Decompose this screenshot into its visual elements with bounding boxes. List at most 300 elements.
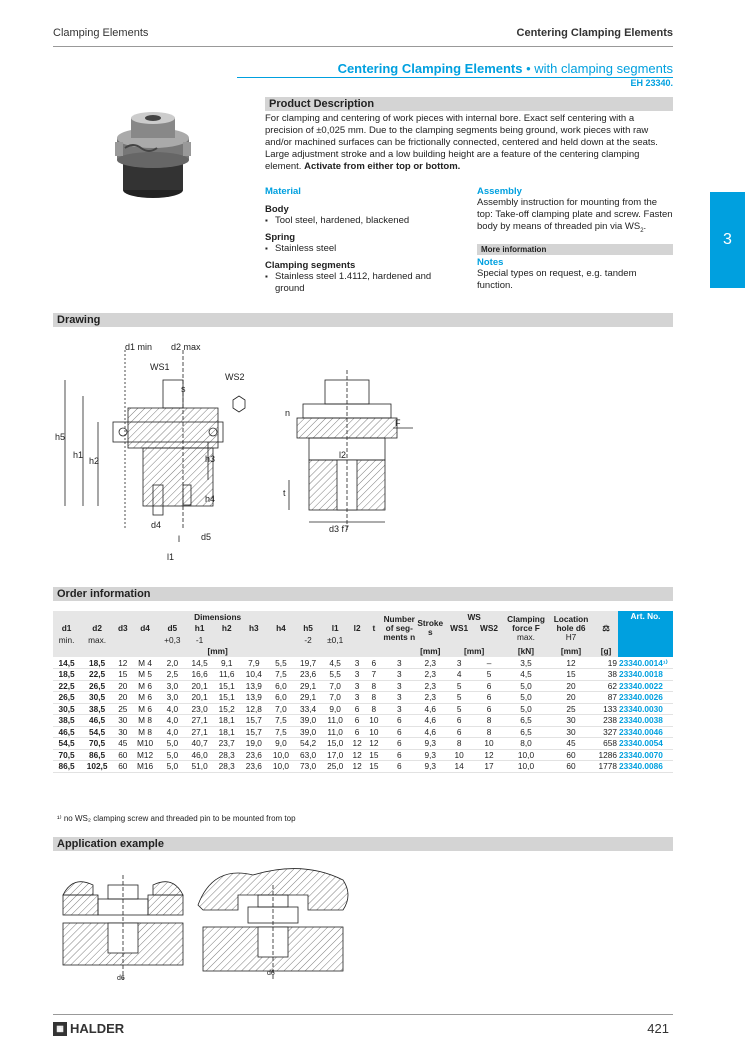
table-cell: 12 [349,761,366,773]
table-cell: 38,5 [53,715,80,727]
table-cell: 8,0 [504,738,548,750]
table-cell: 658 [594,738,618,750]
artno-header: Art. No. [618,611,673,657]
label-d4: d4 [151,520,162,530]
product-description-heading: Product Description [265,97,673,111]
table-cell: 73,0 [295,761,322,773]
table-cell: 8 [474,715,504,727]
table-cell: 3 [349,657,366,669]
table-cell: 40,7 [186,738,213,750]
table-cell: 29,1 [295,680,322,692]
page-title: Centering Clamping Elements • with clamping segments [337,61,673,76]
technical-drawing [53,330,673,580]
note-d2: max. [80,634,114,646]
table-cell: 2,3 [416,657,444,669]
col-ws2: WS2 [474,623,504,635]
label-d1min: d1 min [125,342,153,352]
assembly-text: Assembly instruction for mounting from the top: Take-off clamping plate and screw. Fasten body by means of threaded pin via $WS_2$. [477,197,673,234]
table-cell: 9,0 [267,738,294,750]
table-cell: 23,0 [186,703,213,715]
note-h1: -1 [186,634,213,646]
table-cell: 11,6 [213,669,240,681]
table-cell: 6 [349,703,366,715]
table-cell: 23,7 [213,738,240,750]
table-cell: 27,1 [186,715,213,727]
table-cell: 2,3 [416,692,444,704]
label-l2: l2 [339,450,347,460]
table-cell: 1778 [594,761,618,773]
table-cell: 5 [444,692,474,704]
header-right: Centering Clamping Elements [516,27,673,39]
table-row [53,761,673,773]
table-cell: 4,0 [159,715,186,727]
table-cell: 11,0 [322,726,349,738]
table-cell: M 6 [132,703,159,715]
table-cell: 8 [365,680,382,692]
table-cell: 5 [444,680,474,692]
table-cell: 26,5 [53,692,80,704]
table-cell: 10 [474,738,504,750]
table-cell: 6 [365,657,382,669]
table-cell[interactable]: 23340.0046 [618,726,673,738]
unit-mm-dims: [mm] [53,646,382,658]
body-heading: Body [265,204,289,215]
table-cell: 8 [444,738,474,750]
table-cell: 51,0 [186,761,213,773]
table-cell: 6,0 [267,680,294,692]
table-cell: 2,3 [416,680,444,692]
label-n: n [285,408,291,418]
table-cell: 20,1 [186,692,213,704]
label-h3: h3 [205,454,216,464]
table-cell: 23,6 [240,749,267,761]
table-cell: 7,0 [322,692,349,704]
table-cell: M12 [132,749,159,761]
table-cell: 3 [349,680,366,692]
table-cell: 6,0 [267,692,294,704]
table-cell: 6 [474,692,504,704]
table-cell: 54,2 [295,738,322,750]
table-cell: 5,0 [504,703,548,715]
brand-logo [53,1021,124,1036]
table-cell: 30 [548,726,594,738]
col-l1: l1 [322,623,349,635]
table-cell: 6 [349,715,366,727]
table-cell: 4,6 [416,726,444,738]
col-h2: h2 [213,623,240,635]
table-cell[interactable]: 23340.0014¹⁾ [618,657,673,669]
unit-kn: [kN] [504,646,548,658]
note-d5: +0,3 [159,634,186,646]
table-cell: 7,9 [240,657,267,669]
label-d2max: d2 max [171,342,201,352]
table-cell: M 6 [132,692,159,704]
table-cell: 327 [594,726,618,738]
table-cell: 9,3 [416,761,444,773]
brand-name: HALDER [70,1021,125,1036]
table-cell: 2,3 [416,669,444,681]
table-cell: 9,3 [416,738,444,750]
table-cell: 15 [365,749,382,761]
header-left: Clamping Elements [53,27,149,39]
application-heading: Application example [53,837,673,851]
table-cell: 23,6 [295,669,322,681]
table-cell: 4,5 [504,669,548,681]
table-cell: 15 [114,669,131,681]
label-t: t [283,488,286,498]
chapter-tab[interactable]: 3 [710,192,745,288]
table-cell: 18,5 [53,669,80,681]
table-cell: 54,5 [53,738,80,750]
product-photo [103,110,203,200]
table-cell[interactable]: 23340.0054 [618,738,673,750]
table-cell: 3 [444,657,474,669]
table-cell: 2,5 [159,669,186,681]
table-cell: M16 [132,761,159,773]
footer-divider [53,1014,673,1015]
table-cell: 3 [382,703,416,715]
table-cell: 39,0 [295,726,322,738]
table-cell: 33,4 [295,703,322,715]
product-code: EH 23340. [630,78,673,88]
table-cell[interactable]: 23340.0022 [618,680,673,692]
table-cell: 6 [474,680,504,692]
table-cell: 38 [594,669,618,681]
drawing-heading: Drawing [53,313,673,327]
table-cell: 60 [548,749,594,761]
col-d1: d1 [53,623,80,635]
table-cell: 15,2 [213,703,240,715]
label-h5: h5 [55,432,66,442]
table-cell: 19 [594,657,618,669]
table-row [53,657,673,669]
table-cell: 10 [444,749,474,761]
col-h5: h5 [295,623,322,635]
table-cell: 38,5 [80,703,114,715]
logo-icon: ▦ [53,1022,67,1036]
col-d5: d5 [159,623,186,635]
table-cell: 4,6 [416,703,444,715]
table-cell: 28,3 [213,749,240,761]
col-ws1: WS1 [444,623,474,635]
note-l1: ±0,1 [322,634,349,646]
table-row [53,703,673,715]
table-cell: 5 [474,669,504,681]
table-cell: 46,0 [186,749,213,761]
table-cell: 15,7 [240,715,267,727]
table-cell: M 4 [132,657,159,669]
col-d3: d3 [114,623,131,635]
table-cell: 5,5 [322,669,349,681]
table-cell: 12 [474,749,504,761]
table-cell: 60 [114,749,131,761]
table-cell: M 8 [132,715,159,727]
table-cell: 3 [349,669,366,681]
table-cell: 10,4 [240,669,267,681]
table-cell: 9,0 [322,703,349,715]
label-ws1: WS1 [150,362,170,372]
table-cell: 18,1 [213,726,240,738]
table-cell: 19,7 [295,657,322,669]
header-divider [53,46,673,47]
spring-value: ▪ Stainless steel [265,243,465,255]
table-cell: 15 [365,761,382,773]
weight-icon: ⚖ [594,611,618,646]
material-heading: Material [265,186,301,197]
table-cell: 4,5 [322,657,349,669]
table-cell: 8 [365,692,382,704]
table-cell: 11,0 [322,715,349,727]
table-cell: 17 [474,761,504,773]
table-cell: 87 [594,692,618,704]
table-cell: 4 [444,669,474,681]
table-cell: 8 [474,726,504,738]
segments-value: ▪ Stainless steel 1.4112, hardened and ground [265,271,450,295]
table-cell: 8 [365,703,382,715]
dimensions-header: Dimensions [53,611,382,623]
table-cell: 12 [548,657,594,669]
table-cell: 86,5 [53,761,80,773]
table-cell: 15 [548,669,594,681]
table-cell: 70,5 [53,749,80,761]
table-cell: 70,5 [80,738,114,750]
table-cell: 4,6 [416,715,444,727]
table-cell: 18,1 [213,715,240,727]
table-cell: 13,9 [240,692,267,704]
table-cell: 60 [548,761,594,773]
table-cell: 20 [548,692,594,704]
table-cell: M 5 [132,669,159,681]
table-cell: 7,5 [267,726,294,738]
table-cell: 3 [382,669,416,681]
table-cell: 3,0 [159,680,186,692]
label-l: l [178,534,180,544]
table-cell: 4,0 [159,703,186,715]
label-h2: h2 [89,456,100,466]
order-heading: Order information [53,587,673,601]
title-divider [237,77,673,78]
page-number: 421 [647,1021,669,1036]
table-cell: 3 [382,657,416,669]
table-cell: 9,1 [213,657,240,669]
table-cell: 12 [349,749,366,761]
table-cell: 1286 [594,749,618,761]
table-cell: 6 [382,726,416,738]
label-h1: h1 [73,450,84,460]
table-cell: 7,5 [267,715,294,727]
table-cell: 10,0 [504,761,548,773]
table-cell: 63,0 [295,749,322,761]
table-row [53,680,673,692]
table-cell: 29,1 [295,692,322,704]
col-t: t [365,623,382,635]
table-cell: 5,0 [159,749,186,761]
table-cell: 10,0 [267,761,294,773]
col-l2: l2 [349,623,366,635]
table-cell: 6,5 [504,715,548,727]
unit-g: [g] [594,646,618,658]
table-cell: 20 [548,680,594,692]
table-cell: 6 [444,715,474,727]
col-h3: h3 [240,623,267,635]
table-cell[interactable]: 23340.0030 [618,703,673,715]
spring-heading: Spring [265,232,296,243]
table-cell: M 6 [132,680,159,692]
table-cell: 6 [474,703,504,715]
application-drawing [53,855,393,985]
table-cell: 20,1 [186,680,213,692]
segments-heading: Clamping segments [265,260,356,271]
app-label-d6-b: d6 [267,970,275,977]
table-row [53,669,673,681]
table-cell: 27,1 [186,726,213,738]
table-cell: 14,5 [53,657,80,669]
table-cell: 7,0 [322,680,349,692]
unit-mm-stroke: [mm] [416,646,444,658]
col-d4: d4 [132,623,159,635]
table-cell: 20 [114,680,131,692]
table-cell: 7,0 [267,703,294,715]
label-d5: d5 [201,532,212,542]
table-row [53,749,673,761]
label-h4: h4 [205,494,216,504]
table-cell: 6 [382,738,416,750]
table-cell: 6 [349,726,366,738]
notes-text: Special types on request, e.g. tandem function. [477,267,637,291]
label-ws2: WS2 [225,372,245,382]
table-cell: 10 [365,726,382,738]
table-cell[interactable]: 23340.0026 [618,692,673,704]
col-h1: h1 [186,623,213,635]
table-cell: 3 [382,692,416,704]
order-table [53,611,673,773]
note-d1: min. [53,634,80,646]
table-cell: 46,5 [53,726,80,738]
notes-heading: Notes [477,256,504,268]
table-footnote: ¹⁾ no WS₂ clamping screw and threaded pin to be mounted from top [57,814,296,823]
table-cell: 2,0 [159,657,186,669]
table-cell: 133 [594,703,618,715]
table-cell: 5,0 [504,692,548,704]
table-cell: 25 [114,703,131,715]
table-cell: 6 [444,726,474,738]
table-cell: 20 [114,692,131,704]
table-cell: 30,5 [53,703,80,715]
location-header: Location hole d6 H7 [548,611,594,646]
table-cell[interactable]: 23340.0070 [618,749,673,761]
table-cell: 6 [382,715,416,727]
table-cell: 45 [548,738,594,750]
table-cell: 86,5 [80,749,114,761]
table-cell: 15,7 [240,726,267,738]
table-cell: 12 [349,738,366,750]
label-d3f7: d3 f7 [329,524,350,534]
unit-mm-loc: [mm] [548,646,594,658]
table-cell: 10,0 [504,749,548,761]
table-cell: 3,0 [159,692,186,704]
number-header: Number of seg- ments n [382,611,416,646]
product-description-text: For clamping and centering of work pieces with internal bore. Exact self centering with a precision of ±0,025 mm. Due to the clamping segments being ground, work pieces with raw and/or machined surfaces can be frictionally connected, centered and held down at the seats. Large adjustment stroke and a low building height are a feature of the centering clamping element. Activate from either top or bottom. [265,113,658,172]
ws-header: WS [444,611,504,623]
col-h4: h4 [267,623,294,635]
table-cell: 25 [548,703,594,715]
label-s: s [181,384,186,394]
table-row [53,715,673,727]
table-cell: 54,5 [80,726,114,738]
table-row [53,692,673,704]
assembly-block [477,186,673,292]
table-cell: 60 [114,761,131,773]
unit-mm-ws: [mm] [444,646,504,658]
table-cell[interactable]: 23340.0086 [618,761,673,773]
table-cell: 30,5 [80,692,114,704]
table-cell: 46,5 [80,715,114,727]
table-cell: 14,5 [186,657,213,669]
table-cell: 6 [382,761,416,773]
table-cell: 5,0 [504,680,548,692]
assembly-heading: Assembly [477,186,522,197]
table-cell: 5,0 [159,738,186,750]
material-block [265,186,465,295]
table-cell: 10,0 [267,749,294,761]
table-cell: 12 [365,738,382,750]
body-value: ▪ Tool steel, hardened, blackened [265,215,465,227]
table-cell: 7,5 [267,669,294,681]
table-cell: 6 [382,749,416,761]
table-cell: 15,1 [213,692,240,704]
table-cell: 15,0 [322,738,349,750]
force-header: Clamping force F max. [504,611,548,646]
table-cell[interactable]: 23340.0038 [618,715,673,727]
table-cell: 22,5 [53,680,80,692]
table-cell: 45 [114,738,131,750]
table-cell: 4,0 [159,726,186,738]
table-cell: 17,0 [322,749,349,761]
table-row [53,738,673,750]
table-cell: – [474,657,504,669]
table-cell: 12 [114,657,131,669]
col-d2: d2 [80,623,114,635]
table-cell: 39,0 [295,715,322,727]
table-cell: 238 [594,715,618,727]
table-cell: 3 [382,680,416,692]
table-cell: 28,3 [213,761,240,773]
table-cell: 102,5 [80,761,114,773]
more-info-bar: More information [477,244,673,255]
table-cell: 16,6 [186,669,213,681]
label-l1: l1 [167,552,175,562]
note-h5: -2 [295,634,322,646]
table-cell: 30 [114,726,131,738]
table-cell: 26,5 [80,680,114,692]
table-cell: 15,1 [213,680,240,692]
label-F: F [395,418,401,428]
table-cell: 3 [349,692,366,704]
table-cell: 13,9 [240,680,267,692]
table-cell: M 8 [132,726,159,738]
table-cell: 62 [594,680,618,692]
table-cell[interactable]: 23340.0018 [618,669,673,681]
table-cell: 6,5 [504,726,548,738]
table-cell: 3,5 [504,657,548,669]
table-cell: 30 [548,715,594,727]
table-cell: 30 [114,715,131,727]
table-cell: 22,5 [80,669,114,681]
table-cell: 10 [365,715,382,727]
app-label-d6-a: d6 [117,975,125,982]
table-cell: 25,0 [322,761,349,773]
table-cell: 12,8 [240,703,267,715]
